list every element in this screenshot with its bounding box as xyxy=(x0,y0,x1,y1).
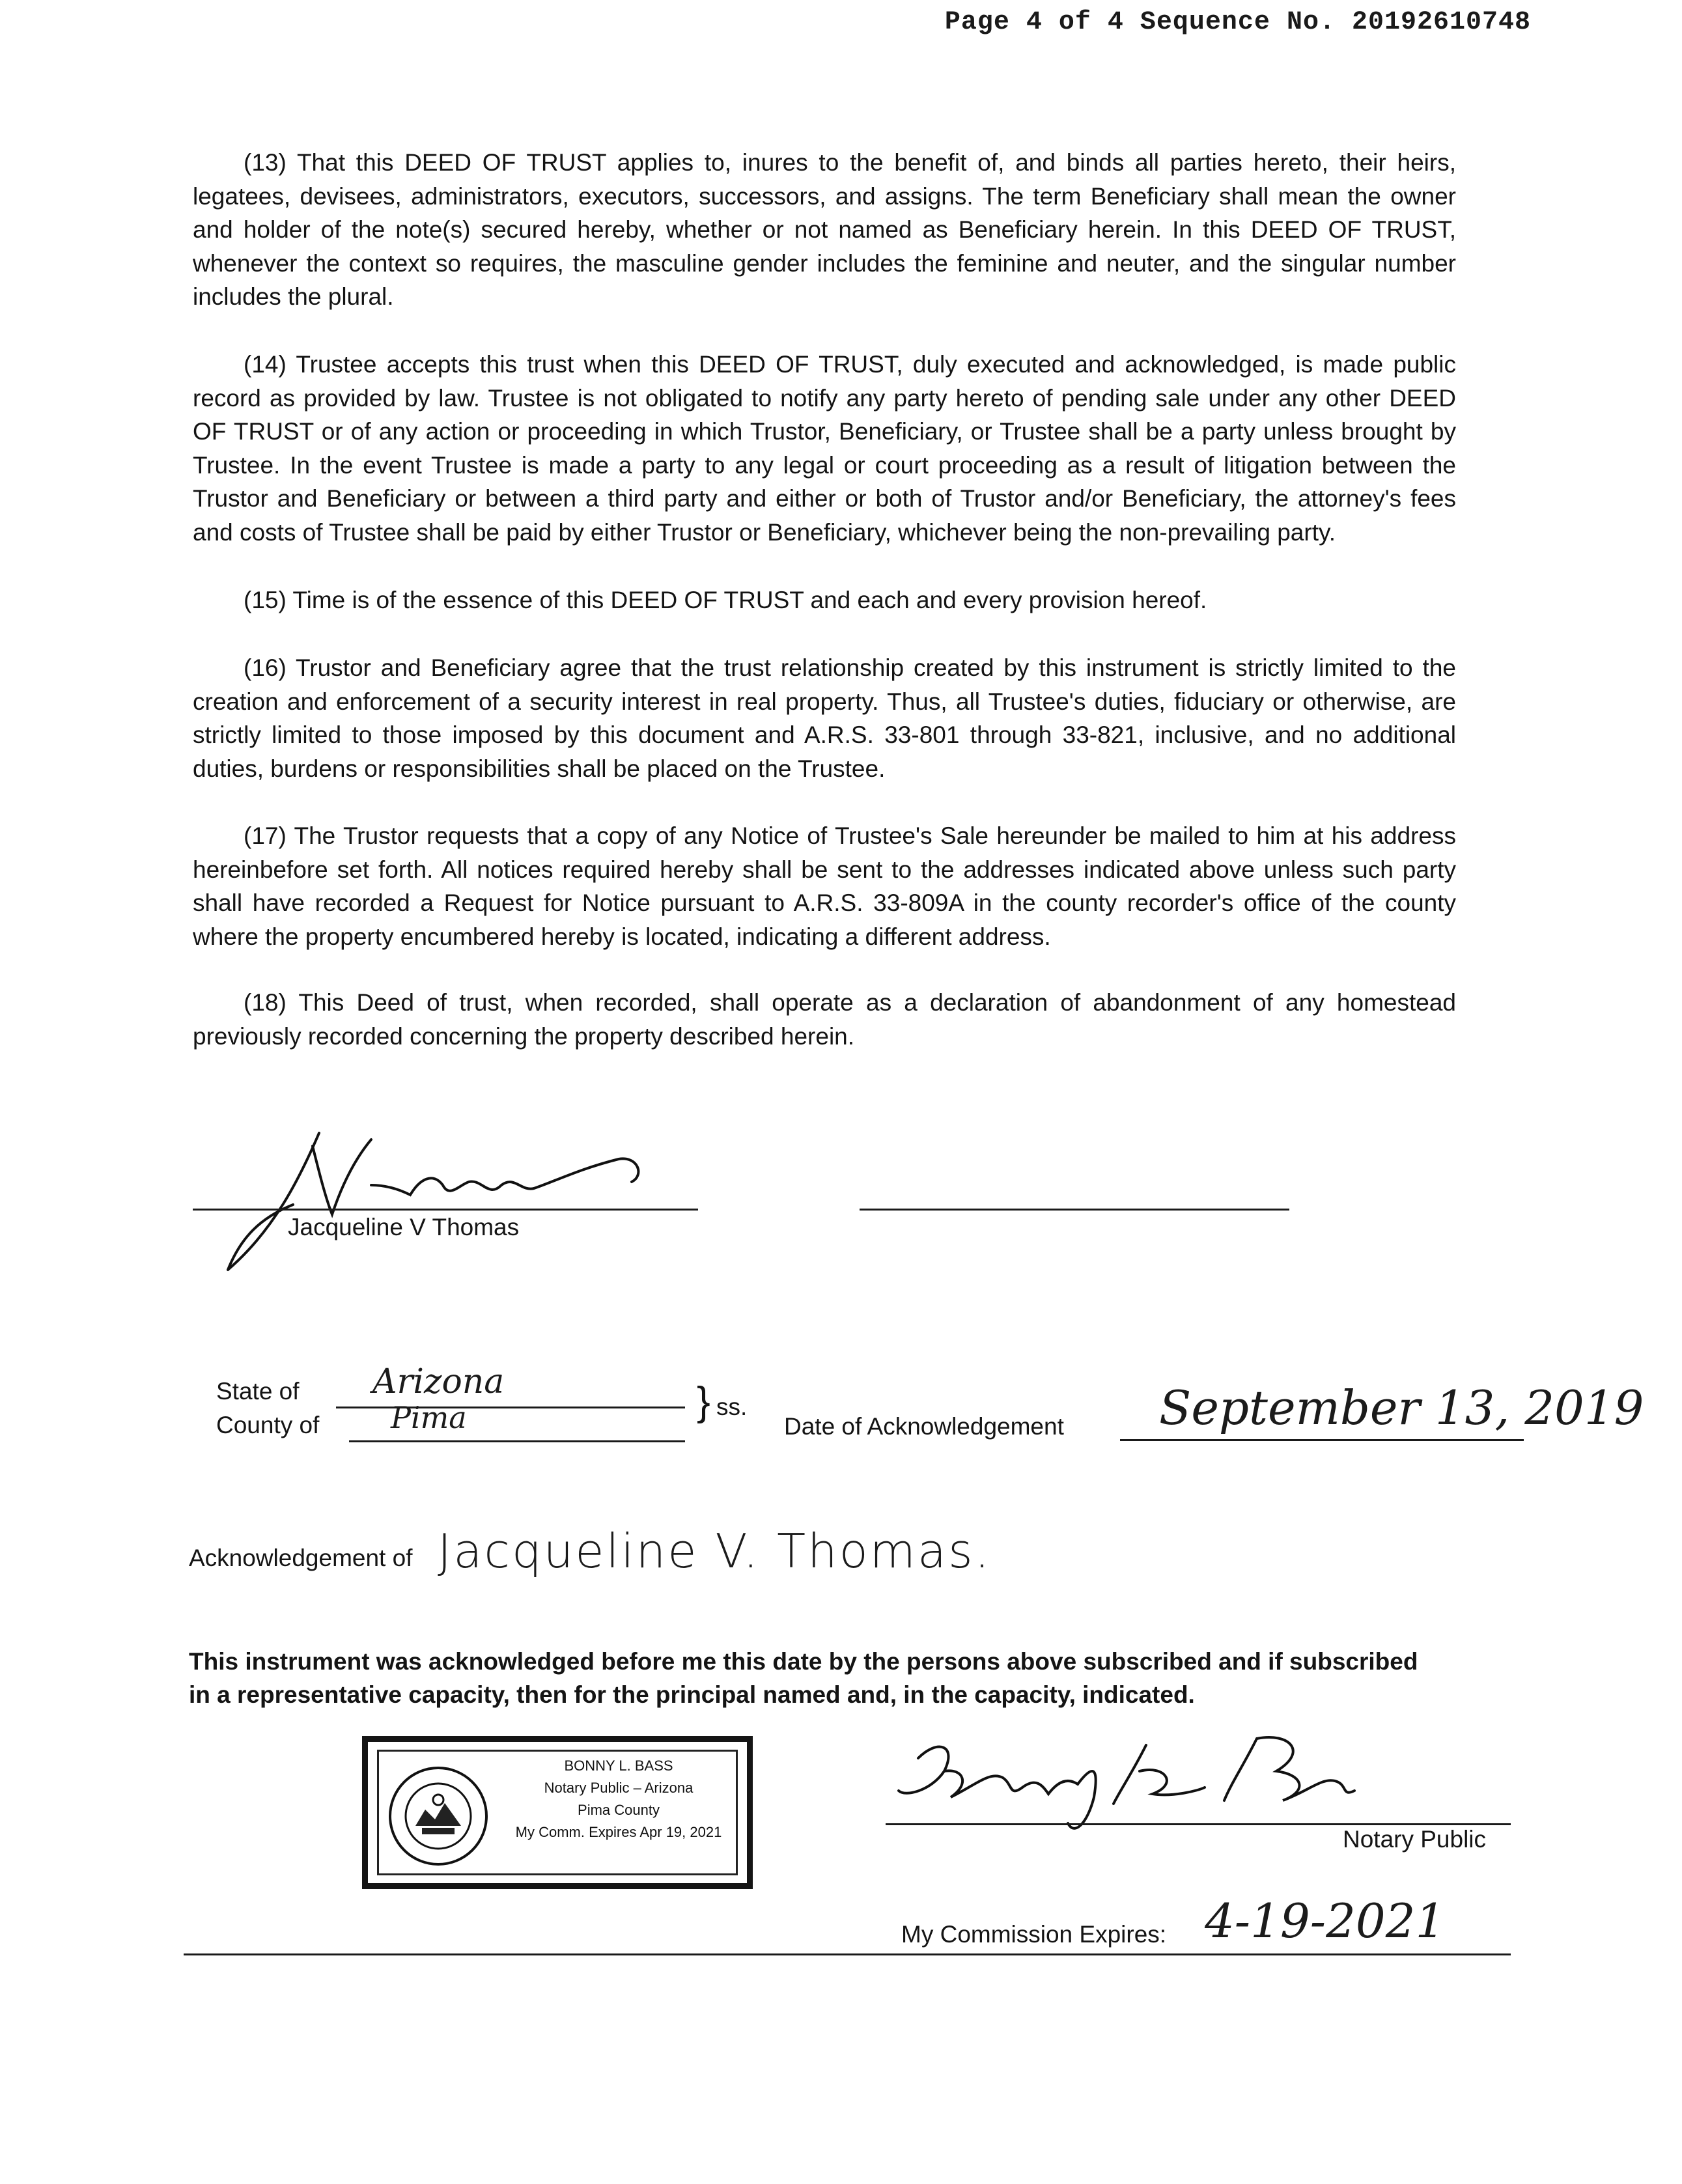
state-label: State of xyxy=(216,1378,300,1405)
acknowledgement-of-label: Acknowledgement of xyxy=(189,1545,413,1571)
notary-public-label: Notary Public xyxy=(1343,1826,1487,1853)
commission-expires-value: 4-19-2021 xyxy=(1205,1894,1446,1948)
acknowledgement-statement: This instrument was acknowledged before me this date by the persons above subscribed and if subscribed in a representative capacity, then for the principal named and, in the capacity, indicated. xyxy=(189,1648,1418,1708)
second-signature-line xyxy=(860,1209,1289,1211)
paragraph-18: (18) This Deed of trust, when recorded, shall operate as a declaration of abandonment of any homestead previously recorded concerning the property described herein. xyxy=(193,989,1456,1050)
bottom-rule xyxy=(184,1953,1511,1955)
acknowledgement-of-value: Jacqueline V. Thomas. xyxy=(438,1524,992,1578)
ss-brace: } xyxy=(697,1379,710,1424)
county-value: Pima xyxy=(391,1400,467,1435)
state-value: Arizona xyxy=(372,1362,505,1401)
stamp-line-name: BONNY L. BASS xyxy=(564,1757,673,1774)
stamp-line-expires: My Comm. Expires Apr 19, 2021 xyxy=(515,1824,722,1840)
state-line xyxy=(336,1407,685,1408)
stamp-line-county: Pima County xyxy=(578,1802,660,1818)
state-seal-icon xyxy=(386,1764,490,1868)
notary-stamp-text xyxy=(505,1755,733,1843)
date-of-acknowledgement-value: September 13, 2019 xyxy=(1159,1380,1644,1435)
notary-stamp xyxy=(362,1736,753,1889)
signer-name: Jacqueline V Thomas xyxy=(288,1214,520,1240)
date-line xyxy=(1120,1439,1524,1441)
paragraph-14: (14) Trustee accepts this trust when this DEED OF TRUST, duly executed and acknowledged, is made public record as provided by law. Trustee is not obligated to notify any party hereto of pending sale under any other DEED OF TRUST or of any action or proceeding in which Trustor, Beneficiary, or Trustee shall be a party unless brought by Trustee. In the event Trustee is made a party to any legal or court proceeding as a result of litigation between the Trustor and Beneficiary or between a third party and either or both of Trustor and/or Beneficiary, the attorney's fees and costs of Trustee shall be paid by either Trustor or Beneficiary, whichever being the non-prevailing party. xyxy=(193,351,1456,546)
county-line xyxy=(349,1440,685,1442)
trustor-signature-line xyxy=(193,1209,698,1211)
paragraph-13: (13) That this DEED OF TRUST applies to, inures to the benefit of, and binds all parties hereto, their heirs, legatees, devisees, administrators, executors, successors, and assigns. The term Beneficiary shall mean the owner and holder of the note(s) secured hereby, whether or not named as Beneficiary herein. In this DEED OF TRUST, whenever the context so requires, the masculine gender includes the feminine and neuter, and the singular number includes the plural. xyxy=(193,149,1456,310)
date-of-acknowledgement-label: Date of Acknowledgement xyxy=(784,1413,1064,1440)
commission-expires-label: My Commission Expires: xyxy=(901,1921,1167,1948)
notary-signature-line xyxy=(886,1823,1511,1825)
stamp-line-title: Notary Public – Arizona xyxy=(544,1780,694,1796)
page-sequence-header: Page 4 of 4 Sequence No. 20192610748 xyxy=(944,8,1531,37)
county-label: County of xyxy=(216,1412,320,1438)
paragraph-17: (17) The Trustor requests that a copy of any Notice of Trustee's Sale hereunder be mailed to him at his address hereinbefore set forth. All notices required hereby shall be sent to the addresses indicated above unless such party shall have recorded a Request for Notice pursuant to A.R.S. 33-809A in the county recorder's office of the county where the property encumbered hereby is located, indicating a different address. xyxy=(193,822,1456,950)
paragraph-15: (15) Time is of the essence of this DEED OF TRUST and each and every provision hereof. xyxy=(244,587,1207,613)
trustor-signature xyxy=(215,1107,684,1283)
notary-signature xyxy=(892,1719,1361,1836)
ss-label: ss. xyxy=(716,1393,748,1420)
paragraph-16: (16) Trustor and Beneficiary agree that the trust relationship created by this instrument is strictly limited to the creation and enforcement of a security interest in real property. Thus, all Trustee's duties, fiduciary or otherwise, are strictly limited to those imposed by this document and A.R.S. 33-801 through 33-821, inclusive, and no additional duties, burdens or responsibilities shall be placed on the Trustee. xyxy=(193,654,1456,782)
